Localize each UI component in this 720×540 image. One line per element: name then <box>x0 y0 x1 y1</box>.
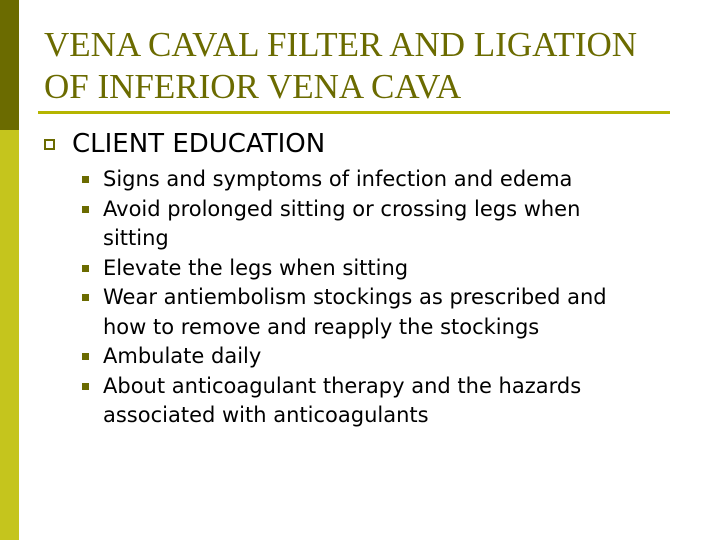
list-item-line: Avoid prolonged sitting or crossing legs when <box>103 196 581 221</box>
filled-square-bullet-icon <box>82 383 89 390</box>
list-item-line: Elevate the legs when sitting <box>103 255 409 280</box>
list-item-line: sitting <box>103 226 169 250</box>
list-item-text <box>103 254 702 284</box>
list-item-text <box>103 283 702 342</box>
education-list <box>82 165 702 431</box>
section-heading: CLIENT EDUCATION <box>72 129 326 159</box>
filled-square-bullet-icon <box>82 206 89 213</box>
slide-title-line-2: OF INFERIOR VENA CAVA <box>44 67 462 106</box>
list-item-text <box>103 165 702 195</box>
list-item <box>82 165 702 195</box>
list-item-text <box>103 342 702 372</box>
list-item-line: Wear antiembolism stockings as prescribed and <box>103 285 607 309</box>
list-item-text <box>103 195 702 254</box>
list-item <box>82 254 702 284</box>
filled-square-bullet-icon <box>82 265 89 272</box>
hollow-square-bullet-icon <box>44 139 55 150</box>
filled-square-bullet-icon <box>82 353 89 360</box>
level1-bullet <box>44 126 325 162</box>
slide-title <box>44 24 704 108</box>
list-item-line: associated with anticoagulants <box>103 403 429 427</box>
left-accent-bar-dark <box>0 0 19 130</box>
list-item <box>82 372 702 431</box>
list-item-line: Ambulate daily <box>103 344 262 368</box>
list-item-text <box>103 372 702 431</box>
list-item-line: About anticoagulant therapy and the hazards <box>103 373 582 398</box>
list-item-line: how to remove and reapply the stockings <box>103 314 540 339</box>
list-item <box>82 342 702 372</box>
filled-square-bullet-icon <box>82 176 89 183</box>
filled-square-bullet-icon <box>82 294 89 301</box>
list-item <box>82 195 702 254</box>
slide-title-line-1: VENA CAVAL FILTER AND LIGATION <box>44 25 638 64</box>
list-item-line: Signs and symptoms of infection and edema <box>103 167 573 191</box>
list-item <box>82 283 702 342</box>
left-accent-bar-light <box>0 130 19 540</box>
title-underline <box>38 111 670 114</box>
